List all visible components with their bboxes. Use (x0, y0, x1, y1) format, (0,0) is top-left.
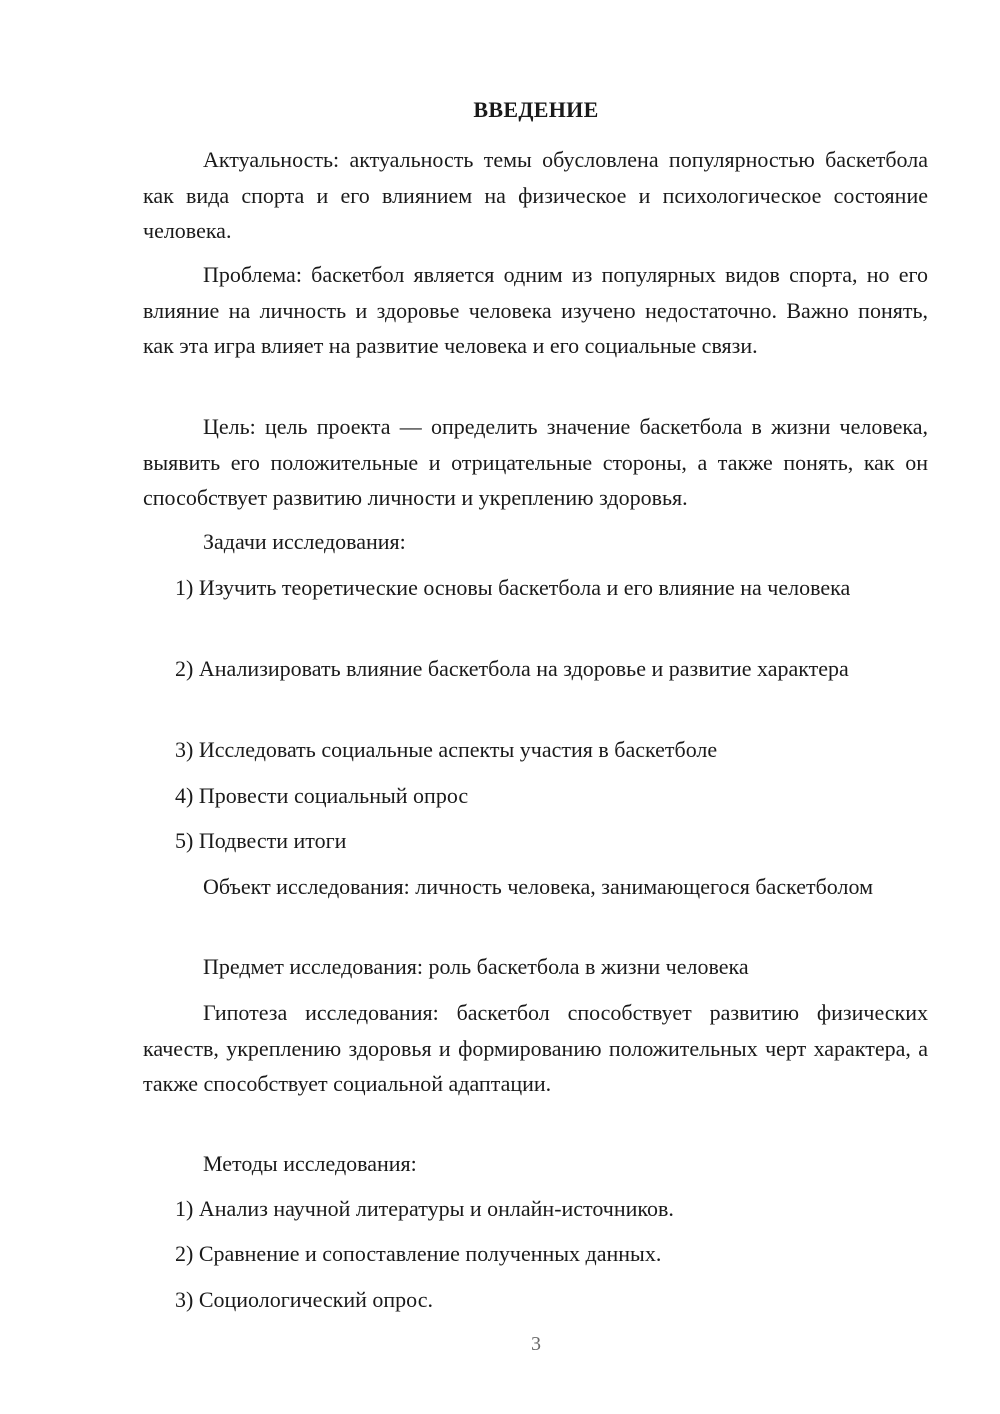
method-list-item: 2) Сравнение и сопоставление полученных данных. (175, 1241, 662, 1266)
paragraph-relevance: Актуальность: актуальность темы обусловлена популярностью баскетбола как вида спорта и его влиянием на физическое и психологическое состояние человека. (143, 147, 928, 243)
paragraph-tasks-heading: Задачи исследования: (203, 529, 406, 554)
method-list-item: 1) Анализ научной литературы и онлайн-источников. (175, 1196, 674, 1221)
paragraph-subject: Предмет исследования: роль баскетбола в жизни человека (203, 954, 749, 979)
page-number: 3 (531, 1333, 541, 1355)
task-list-item: 2) Анализировать влияние баскетбола на здоровье и развитие характера (175, 656, 849, 681)
task-list-item: 5) Подвести итоги (175, 828, 347, 853)
paragraph-hypothesis: Гипотеза исследования: баскетбол способствует развитию физических качеств, укреплению здоровья и формированию положительных черт характера, а также способствует социальной адаптации. (143, 1000, 928, 1096)
paragraph-problem: Проблема: баскетбол является одним из популярных видов спорта, но его влияние на личность и здоровье человека изучено недостаточно. Важно понять, как эта игра влияет на развитие человека и его социальные связи. (143, 262, 928, 358)
task-list-item: 3) Исследовать социальные аспекты участия в баскетболе (175, 737, 718, 762)
paragraph-goal: Цель: цель проекта — определить значение баскетбола в жизни человека, выявить его положительные и отрицательные стороны, а также понять, как он способствует развитию личности и укреплению здоровья. (143, 414, 928, 510)
page-title: ВВЕДЕНИЕ (473, 97, 599, 122)
paragraph-methods-heading: Методы исследования: (203, 1151, 417, 1176)
task-list-item: 4) Провести социальный опрос (175, 783, 469, 808)
paragraph-object: Объект исследования: личность человека, занимающегося баскетболом (203, 874, 873, 899)
method-list-item: 3) Социологический опрос. (175, 1287, 433, 1312)
task-list-item: 1) Изучить теоретические основы баскетбола и его влияние на человека (175, 575, 851, 600)
